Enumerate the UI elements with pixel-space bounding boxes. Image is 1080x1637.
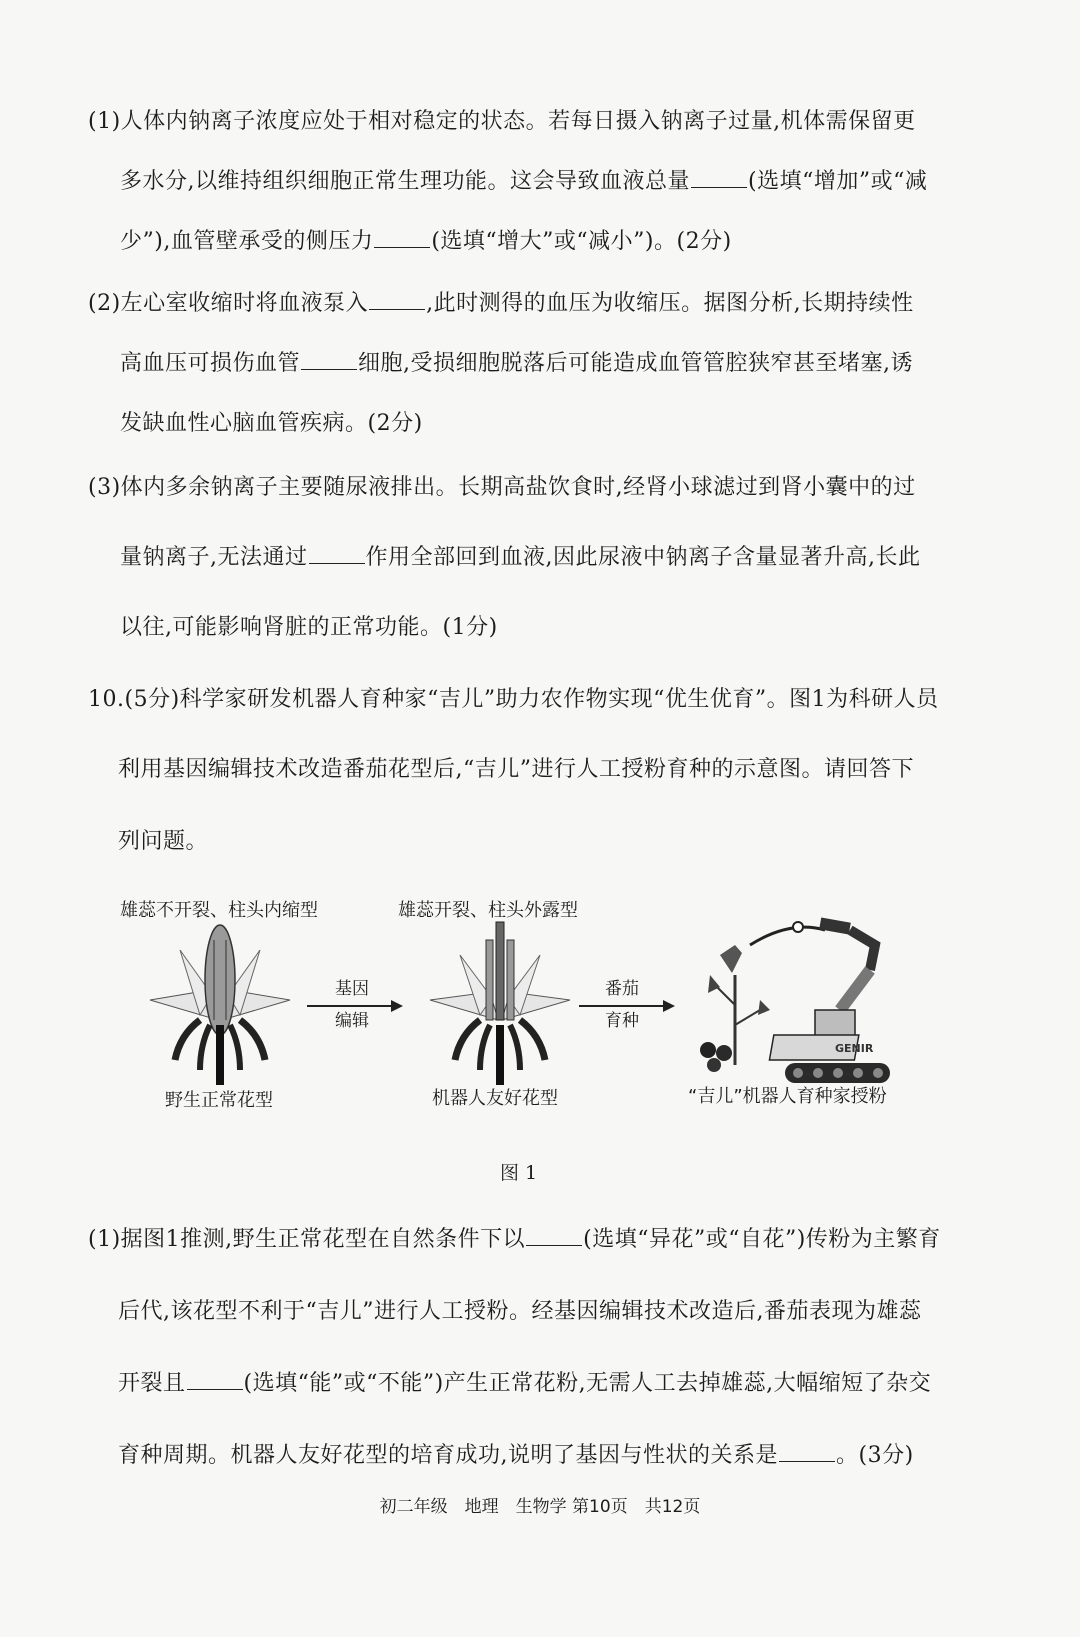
figure-caption: 图 1: [500, 1162, 538, 1184]
robot-pollination-label: “吉儿”机器人育种家授粉: [688, 1086, 887, 1107]
text: (选填“异花”或“自花”)传粉为主繁育: [583, 1227, 941, 1252]
q9-p3-line3: [120, 610, 498, 641]
text: 发缺血性心脑血管疾病。(2分): [120, 411, 423, 436]
text: 细胞,受损细胞脱落后可能造成血管管腔狭窄甚至堵塞,诱: [358, 351, 914, 376]
q9-p1-line1: [88, 104, 916, 135]
text: 开裂且: [118, 1371, 186, 1396]
text: 10.(5分)科学家研发机器人育种家“吉儿”助力农作物实现“优生优育”。图1为科研人员: [88, 687, 939, 712]
answer-blank: [309, 545, 365, 564]
text: 育种周期。机器人友好花型的培育成功,说明了基因与性状的关系是: [118, 1443, 778, 1468]
robot-logo-text: GENIR: [835, 1042, 874, 1055]
text: (选填“增加”或“减: [748, 169, 928, 194]
text: (3)体内多余钠离子主要随尿液排出。长期高盐饮食时,经肾小球滤过到肾小囊中的过: [88, 475, 916, 500]
answer-blank: [691, 169, 747, 188]
q10-intro-line1: [88, 682, 939, 713]
q10-p1-line4: [118, 1438, 914, 1469]
q9-p3-line1: [88, 470, 916, 501]
q9-p2-line1: [88, 286, 914, 317]
q10-p1-line1: [88, 1222, 941, 1253]
text: (选填“增大”或“减小”)。(2分): [431, 229, 732, 254]
arrow1-top-label: 基因: [335, 979, 369, 999]
answer-blank: [301, 351, 357, 370]
text: (1)人体内钠离子浓度应处于相对稳定的状态。若每日摄入钠离子过量,机体需保留更: [88, 109, 916, 134]
text: 多水分,以维持组织细胞正常生理功能。这会导致血液总量: [120, 169, 690, 194]
answer-blank: [187, 1371, 243, 1390]
wild-flower-top-label: 雄蕊不开裂、柱头内缩型: [120, 900, 318, 921]
robot-flower-top-label: 雄蕊开裂、柱头外露型: [398, 900, 578, 921]
answer-blank: [526, 1227, 582, 1246]
text: ,此时测得的血压为收缩压。据图分析,长期持续性: [426, 291, 914, 316]
q10-p1-line3: [118, 1366, 931, 1397]
text: (2)左心室收缩时将血液泵入: [88, 291, 369, 316]
text: 少”),血管壁承受的侧压力: [120, 229, 374, 254]
q9-p3-line2: [120, 540, 921, 571]
q10-p1-line2: [118, 1294, 921, 1325]
q9-p1-line2: [120, 164, 927, 195]
robot-pollinator-illustration: [690, 915, 900, 1095]
answer-blank: [369, 291, 425, 310]
text: 后代,该花型不利于“吉儿”进行人工授粉。经基因编辑技术改造后,番茄表现为雄蕊: [118, 1299, 922, 1324]
arrow1-bottom-label: 编辑: [335, 1011, 369, 1031]
text: 利用基因编辑技术改造番茄花型后,“吉儿”进行人工授粉育种的示意图。请回答下: [118, 757, 914, 782]
text: (选填“能”或“不能”)产生正常花粉,无需人工去掉雄蕊,大幅缩短了杂交: [243, 1371, 932, 1396]
figure-1: [0, 880, 1080, 1140]
arrow2-bottom-label: 育种: [605, 1011, 639, 1031]
text: 列问题。: [118, 829, 209, 854]
answer-blank: [374, 229, 430, 248]
arrow2-top-label: 番茄: [605, 979, 639, 999]
q10-intro-line2: [118, 752, 914, 783]
answer-blank: [779, 1443, 835, 1462]
text: 量钠离子,无法通过: [120, 545, 308, 570]
q9-p2-line3: [120, 406, 423, 437]
text: 。(3分): [836, 1443, 914, 1468]
robot-flower-bottom-label: 机器人友好花型: [432, 1088, 558, 1109]
text: 作用全部回到血液,因此尿液中钠离子含量显著升高,长此: [365, 545, 921, 570]
q10-intro-line3: [118, 824, 208, 855]
text: (1)据图1推测,野生正常花型在自然条件下以: [88, 1227, 526, 1252]
wild-flower-bottom-label: 野生正常花型: [165, 1090, 273, 1111]
text: 高血压可损伤血管: [120, 351, 301, 376]
q9-p1-line3: [120, 224, 732, 255]
robot-friendly-flower-illustration: [420, 920, 580, 1090]
text: 以往,可能影响肾脏的正常功能。(1分): [120, 615, 498, 640]
page-footer: 初二年级 地理 生物学 第10页 共12页: [379, 1497, 701, 1517]
wild-flower-illustration: [140, 920, 300, 1090]
q9-p2-line2: [120, 346, 913, 377]
